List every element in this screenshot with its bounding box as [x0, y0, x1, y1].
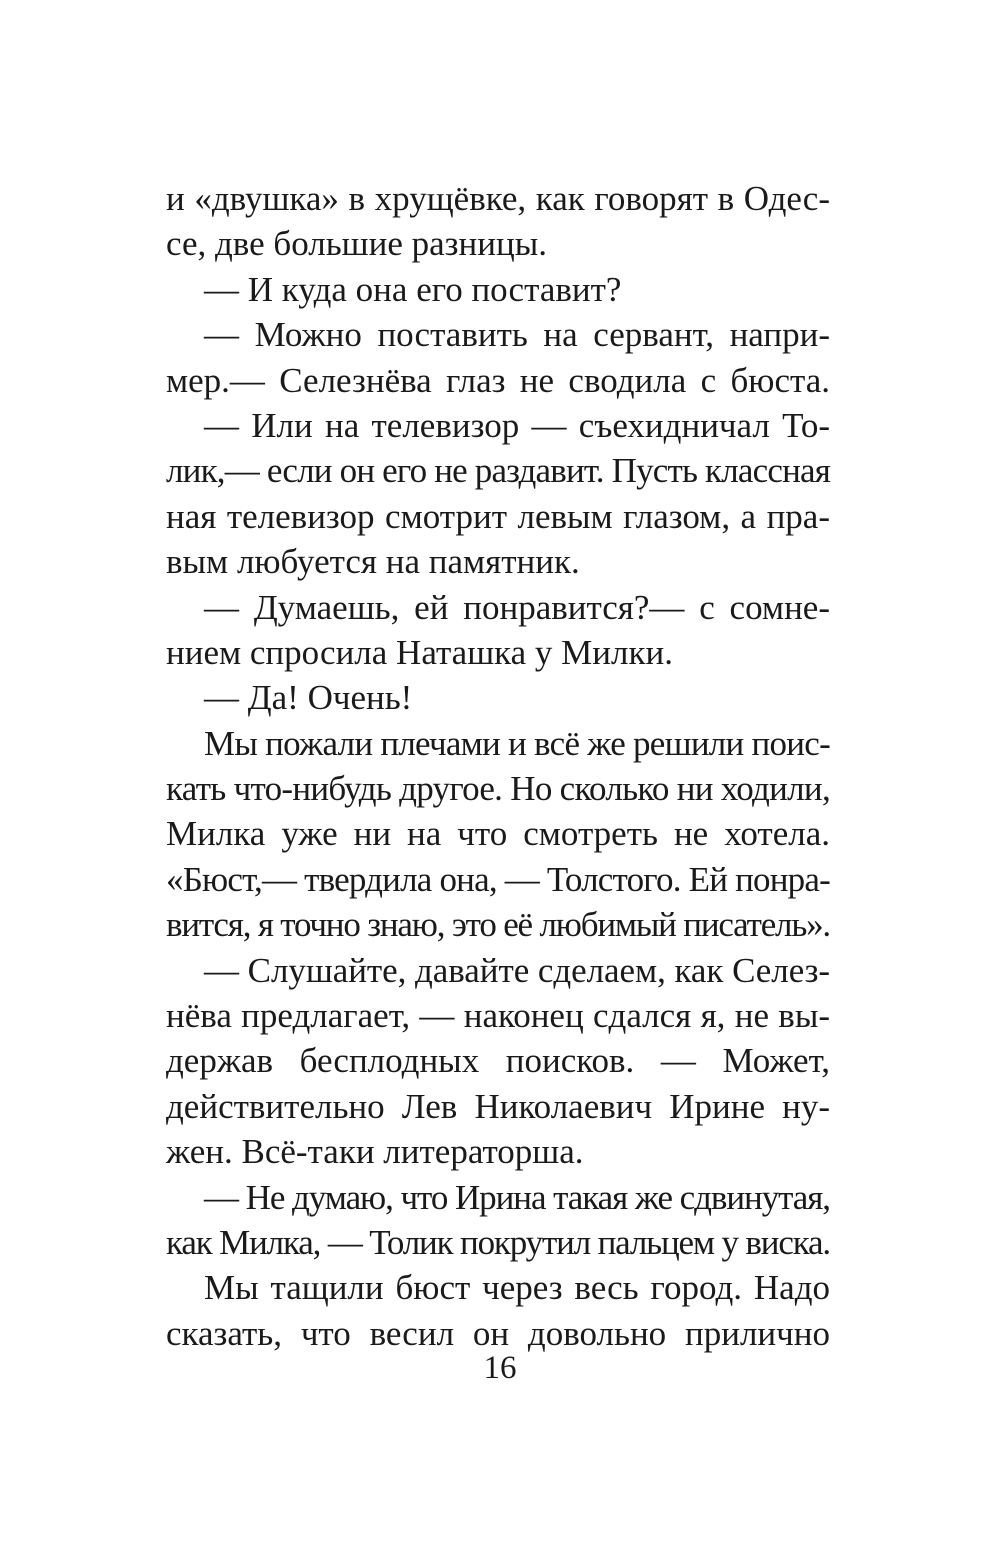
text-line: — Слушайте, давайте сделаем, как Селез-	[204, 950, 830, 990]
text-line: вым любуется на памятник.	[166, 542, 580, 582]
text-line: и «двушка» в хрущёвке, как говорят в Одес-	[166, 179, 830, 218]
text-line: — И куда она его поставит?	[204, 269, 622, 309]
text-line: сказать, что весил он довольно прилично	[166, 1313, 830, 1353]
text-line: нием спросила Наташка у Милки.	[166, 632, 673, 672]
text-line: мер.— Селезнёва глаз не сводила с бюста.	[166, 360, 830, 400]
text-line: — Можно поставить на сервант, напри-	[204, 315, 830, 355]
text-line: ная телевизор смотрит левым глазом, а пра-	[166, 496, 830, 536]
page-body	[166, 176, 830, 1356]
text-line: — Думаешь, ей понравится?— с сомне-	[204, 587, 830, 627]
text-line: Милка уже ни на что смотреть не хотела.	[166, 814, 830, 854]
text-line: вится, я точно знаю, это её любимый писатель».	[166, 905, 830, 945]
text-line: Мы пожали плечами и всё же решили поис-	[204, 723, 830, 763]
text-line: лик,— если он его не раздавит. Пусть классная	[166, 451, 830, 491]
text-line: держав бесплодных поисков. — Может,	[166, 1041, 830, 1081]
text-line: — Или на телевизор — съехидничал То-	[204, 405, 830, 445]
text-line: Мы тащили бюст через весь город. Надо	[204, 1268, 830, 1308]
text-line: се, две большие разницы.	[166, 224, 547, 264]
page-number: 16	[483, 1350, 517, 1386]
text-line: — Да! Очень!	[204, 678, 413, 718]
text-line: нёва предлагает, — наконец сдался я, не вы-	[166, 996, 830, 1036]
text-line: «Бюст,— твердила она, — Толстого. Ей понра-	[166, 859, 830, 899]
text-line: — Не думаю, что Ирина такая же сдвинутая,	[204, 1177, 830, 1217]
text-line: кать что-нибудь другое. Но сколько ни ходили,	[166, 769, 830, 809]
text-line: как Милка, — Толик покрутил пальцем у виска.	[166, 1222, 830, 1262]
text-line: действительно Лев Николаевич Ирине ну-	[166, 1086, 830, 1126]
text-line: жен. Всё-таки литераторша.	[166, 1132, 584, 1172]
